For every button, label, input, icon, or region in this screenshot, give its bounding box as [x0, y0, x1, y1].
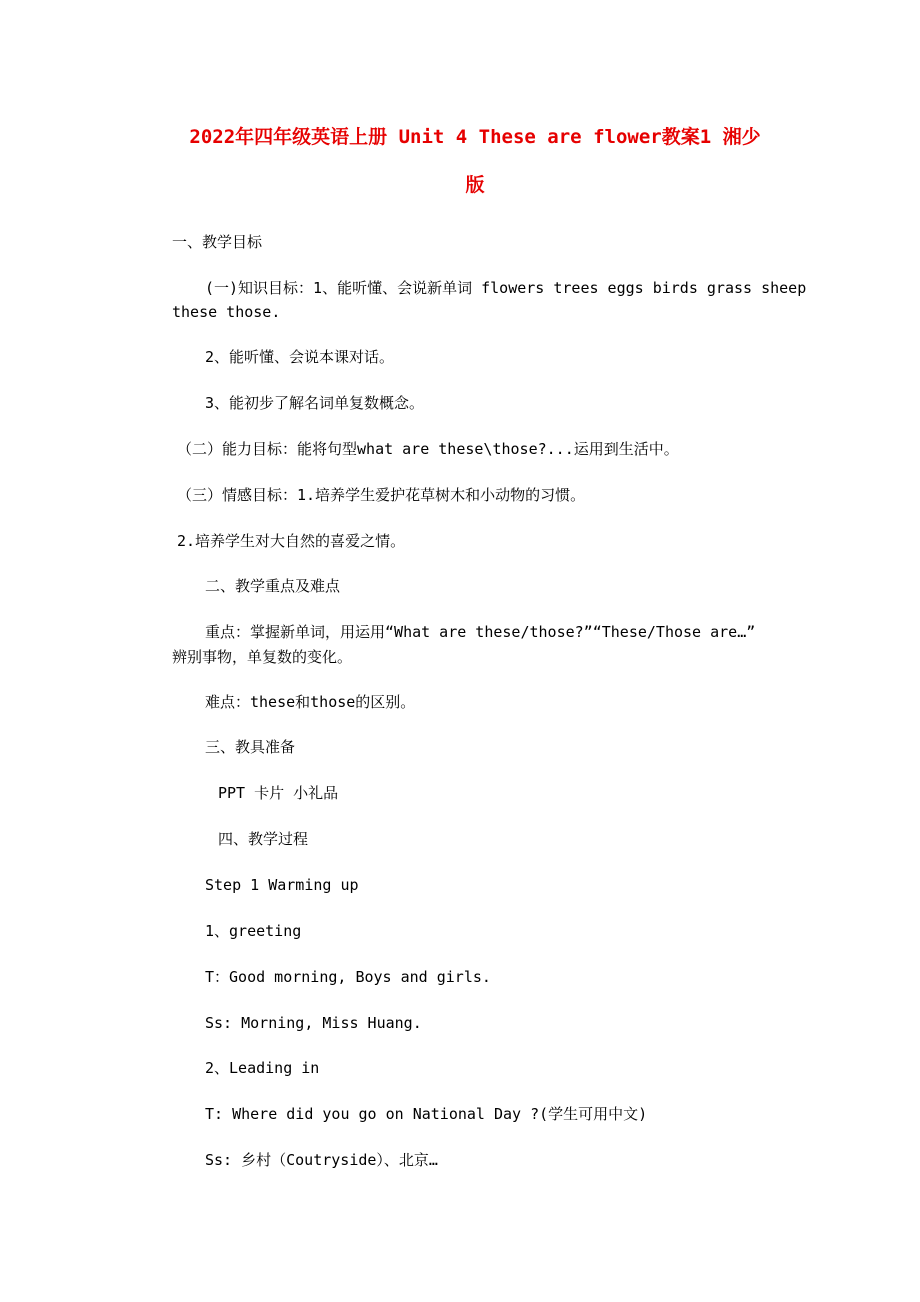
key-point-line-2: 辨别事物，单复数的变化。	[172, 648, 353, 666]
section-heading-teaching-process: 四、教学过程	[218, 830, 309, 848]
knowledge-goal-line-2: these those.	[172, 303, 281, 321]
document-title-line-1: 2022年四年级英语上册 Unit 4 These are flower教案1 湘少	[189, 126, 761, 148]
greeting-label: 1、greeting	[205, 922, 302, 940]
teaching-aids-list: PPT 卡片 小礼品	[218, 784, 339, 802]
difficult-point: 难点：these和those的区别。	[205, 693, 416, 711]
teacher-line-1: T：Good morning, Boys and girls.	[205, 968, 491, 986]
step-1-heading: Step 1 Warming up	[205, 876, 359, 894]
knowledge-goal-item-3: 3、能初步了解名词单复数概念。	[205, 394, 425, 412]
knowledge-goal-item-2: 2、能听懂、会说本课对话。	[205, 348, 395, 366]
knowledge-goal-line-1: (一)知识目标：1、能听懂、会说新单词 flowers trees eggs birds grass sheep	[205, 279, 807, 297]
students-line-2: Ss: 乡村（Coutryside）、北京…	[205, 1151, 438, 1169]
section-heading-teaching-aids: 三、教具准备	[205, 738, 296, 756]
key-point-line-1: 重点：掌握新单词，用运用“What are these/those?”“These/Those are…”	[205, 623, 756, 641]
document-title-line-2: 版	[465, 174, 485, 196]
emotion-goal-item-1: （三）情感目标：1.培养学生爱护花草树木和小动物的习惯。	[177, 486, 586, 504]
teacher-line-2: T: Where did you go on National Day ?(学生可用中文)	[205, 1105, 648, 1123]
emotion-goal-item-2: 2.培养学生对大自然的喜爱之情。	[177, 532, 406, 550]
students-line-1: Ss: Morning, Miss Huang.	[205, 1014, 422, 1032]
section-heading-teaching-goals: 一、教学目标	[172, 233, 263, 251]
ability-goal: （二）能力目标：能将句型what are these\those?...运用到生活中。	[177, 440, 679, 458]
section-heading-key-points: 二、教学重点及难点	[205, 577, 341, 595]
leading-in-label: 2、Leading in	[205, 1059, 320, 1077]
